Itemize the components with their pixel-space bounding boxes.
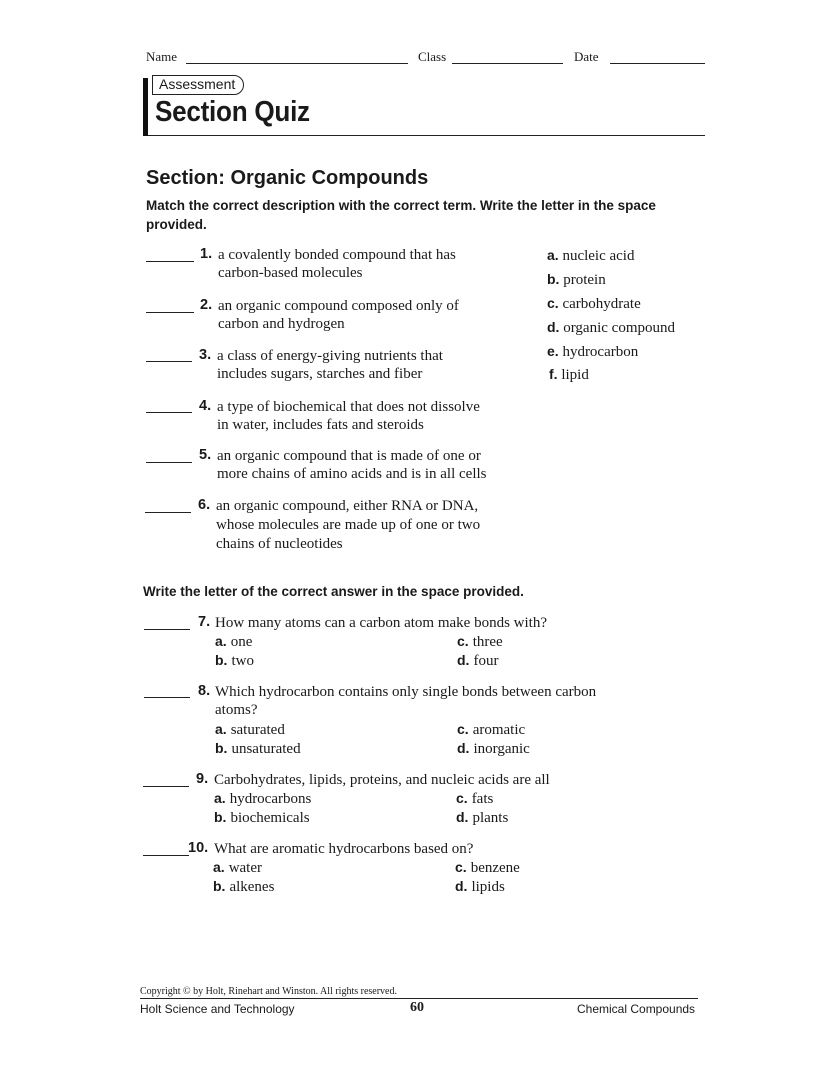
answer-blank-3[interactable] <box>146 361 192 362</box>
copyright: Copyright © by Holt, Rinehart and Winston. All rights reserved. <box>140 986 397 997</box>
question-line: whose molecules are made up of one or two <box>216 517 481 533</box>
question-number: 2. <box>200 297 213 313</box>
answer-blank-2[interactable] <box>146 312 194 313</box>
question-number: 10. <box>188 840 209 856</box>
question-line: carbon and hydrogen <box>218 316 345 332</box>
question-number: 1. <box>200 246 213 262</box>
question-line: What are aromatic hydrocarbons based on? <box>214 841 474 857</box>
term-text: lipid <box>561 367 589 383</box>
term-letter: b. <box>547 271 560 287</box>
question-line: carbon-based molecules <box>218 265 363 281</box>
option-d: d. plants <box>456 809 509 826</box>
term-item <box>547 267 606 292</box>
term-text: nucleic acid <box>562 248 635 264</box>
answer-blank-4[interactable] <box>146 412 192 413</box>
assessment-badge: Assessment <box>152 75 244 95</box>
question-line: an organic compound composed only of <box>218 298 459 314</box>
question-line: more chains of amino acids and is in all cells <box>217 466 487 482</box>
option-a: a. hydrocarbons <box>214 790 312 807</box>
title-rule <box>148 135 705 136</box>
term-item <box>547 315 675 340</box>
term-item <box>547 339 638 364</box>
option-c: c. fats <box>456 790 494 807</box>
option-b: b. biochemicals <box>214 809 310 826</box>
term-text: carbohydrate <box>562 296 641 312</box>
answer-blank-5[interactable] <box>146 462 192 463</box>
answer-blank-8[interactable] <box>144 697 190 698</box>
section-title: Section: Organic Compounds <box>146 167 429 189</box>
question-line: a covalently bonded compound that has <box>218 247 456 263</box>
question-number: 5. <box>199 447 212 463</box>
term-letter: c. <box>547 295 559 311</box>
page-number: 60 <box>410 1000 424 1015</box>
date-label: Date <box>574 49 599 64</box>
question-line: includes sugars, starches and fiber <box>217 366 423 382</box>
question-line: an organic compound that is made of one or <box>217 448 481 464</box>
question-line: in water, includes fats and steroids <box>217 417 424 433</box>
chapter-name: Chemical Compounds <box>577 1002 696 1016</box>
question-line: an organic compound, either RNA or DNA, <box>216 498 479 514</box>
answer-blank-1[interactable] <box>146 261 194 262</box>
answer-blank-6[interactable] <box>145 512 191 513</box>
part2-instructions: Write the letter of the correct answer in the space provided. <box>143 584 524 599</box>
question-number: 3. <box>199 347 212 363</box>
option-b: b. unsaturated <box>215 740 301 757</box>
term-text: hydrocarbon <box>562 344 639 360</box>
term-letter: e. <box>547 343 559 359</box>
option-d: d. four <box>457 652 499 669</box>
question-line: Which hydrocarbon contains only single bonds between carbon <box>215 684 597 700</box>
term-item <box>549 362 589 387</box>
publisher: Holt Science and Technology <box>140 1002 295 1016</box>
option-a: a. saturated <box>215 721 285 738</box>
option-d: d. lipids <box>455 878 505 895</box>
question-line: Carbohydrates, lipids, proteins, and nucleic acids are all <box>214 772 550 788</box>
option-b: b. alkenes <box>213 878 275 895</box>
option-c: c. three <box>457 633 503 650</box>
question-number: 6. <box>198 497 211 513</box>
option-c: c. benzene <box>455 859 520 876</box>
part1-instructions: Match the correct description with the correct term. Write the letter in the space provided. <box>146 198 656 232</box>
name-label: Name <box>146 49 178 64</box>
question-line: How many atoms can a carbon atom make bonds with? <box>215 615 547 631</box>
footer-rule <box>140 998 698 999</box>
question-line: a type of biochemical that does not dissolve <box>217 399 480 415</box>
question-number: 9. <box>196 771 209 787</box>
option-b: b. two <box>215 652 254 669</box>
term-letter: f. <box>549 366 558 382</box>
term-item <box>547 243 634 268</box>
question-number: 4. <box>199 398 212 414</box>
question-line: chains of nucleotides <box>216 536 343 552</box>
answer-blank-9[interactable] <box>143 786 189 787</box>
term-text: organic compound <box>563 320 675 336</box>
name-field[interactable] <box>186 63 408 64</box>
question-number: 8. <box>198 683 211 699</box>
class-field[interactable] <box>452 63 563 64</box>
term-letter: d. <box>547 319 560 335</box>
question-number: 7. <box>198 614 211 630</box>
title-bar <box>143 78 148 136</box>
page-title: Section Quiz <box>155 96 310 128</box>
question-line: a class of energy-giving nutrients that <box>217 348 443 364</box>
answer-blank-10[interactable] <box>143 855 189 856</box>
class-label: Class <box>418 49 447 64</box>
term-letter: a. <box>547 247 559 263</box>
date-field[interactable] <box>610 63 705 64</box>
option-d: d. inorganic <box>457 740 530 757</box>
answer-blank-7[interactable] <box>144 629 190 630</box>
option-c: c. aromatic <box>457 721 526 738</box>
term-item <box>547 291 641 316</box>
option-a: a. one <box>215 633 253 650</box>
option-a: a. water <box>213 859 262 876</box>
question-line: atoms? <box>215 702 258 718</box>
term-text: protein <box>563 272 606 288</box>
